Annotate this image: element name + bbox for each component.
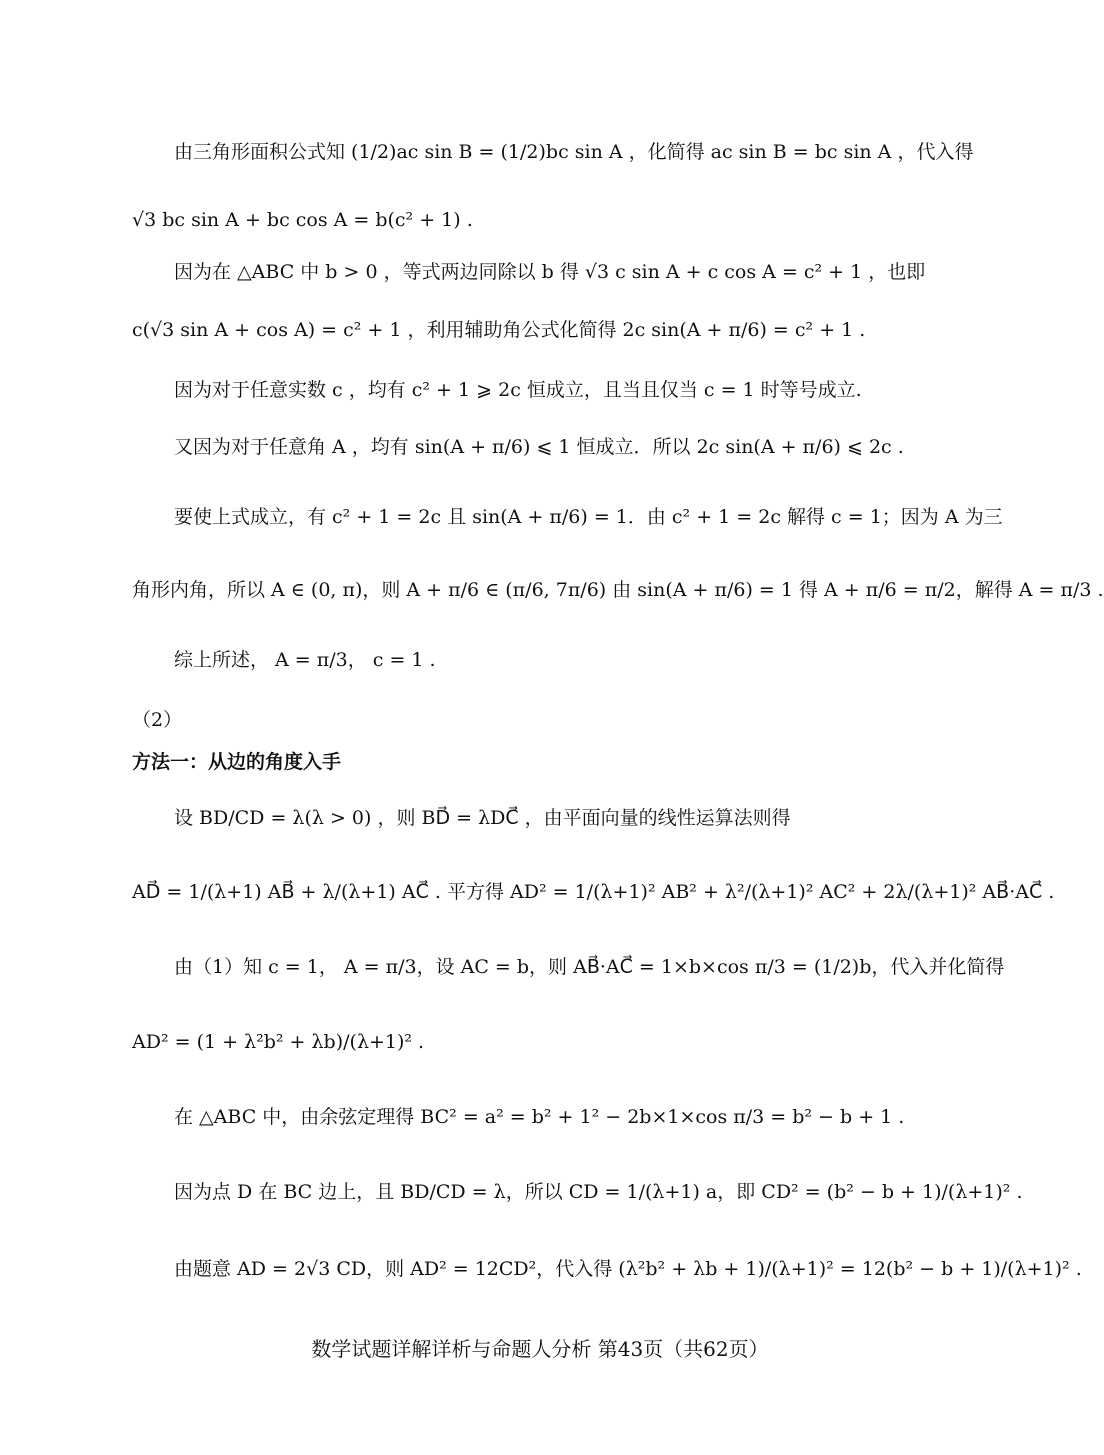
text-line-7: 要使上式成立，有 c² + 1 = 2c 且 sin(A + π/6) = 1．由 c² + 1 = 2c 解得 c = 1；因为 A 为三 [174,506,1003,528]
text-line-8: 角形内角，所以 A ∈ (0, π)，则 A + π/6 ∈ (π/6, 7π/6) 由 sin(A + π/6) = 1 得 A + π/6 = π/2，解得 A = π/3 . [132,579,1104,601]
text-line-5: 因为对于任意实数 c ，均有 c² + 1 ⩾ 2c 恒成立，且当且仅当 c = 1 时等号成立. [174,379,862,401]
section-number: （2） [132,709,183,731]
text-line-4: c(√3 sin A + cos A) = c² + 1 ，利用辅助角公式化简得 2c sin(A + π/6) = c² + 1 . [132,319,866,341]
text-line-12: 设 BD/CD = λ(λ > 0) ，则 BD⃗ = λDC⃗ ，由平面向量的线性运算法则得 [174,807,791,829]
text-line-14: 由（1）知 c = 1， A = π/3，设 AC = b，则 AB⃗·AC⃗ = 1×b×cos π/3 = (1/2)b，代入并化简得 [174,956,1005,978]
method-heading: 方法一：从边的角度入手 [132,751,342,773]
text-line-9: 综上所述， A = π/3， c = 1 . [174,649,436,671]
text-line-13: AD⃗ = 1/(λ+1) AB⃗ + λ/(λ+1) AC⃗ . 平方得 AD² = 1/(λ+1)² AB² + λ²/(λ+1)² AC² + 2λ/(λ+1)² AB⃗·AC⃗ . [132,881,1055,903]
text-line-16: 在 △ABC 中，由余弦定理得 BC² = a² = b² + 1² − 2b×1×cos π/3 = b² − b + 1 . [174,1106,905,1128]
text-line-2: √3 bc sin A + bc cos A = b(c² + 1) . [132,209,473,231]
text-line-18: 由题意 AD = 2√3 CD，则 AD² = 12CD²，代入得 (λ²b² + λb + 1)/(λ+1)² = 12(b² − b + 1)/(λ+1)² . [174,1258,1082,1280]
text-line-17: 因为点 D 在 BC 边上，且 BD/CD = λ，所以 CD = 1/(λ+1) a，即 CD² = (b² − b + 1)/(λ+1)² . [174,1181,1023,1203]
text-line-1: 由三角形面积公式知 (1/2)ac sin B = (1/2)bc sin A ，化简得 ac sin B = bc sin A ，代入得 [174,141,974,163]
text-line-15: AD² = (1 + λ²b² + λb)/(λ+1)² . [132,1031,425,1053]
text-line-6: 又因为对于任意角 A ，均有 sin(A + π/6) ⩽ 1 恒成立．所以 2c sin(A + π/6) ⩽ 2c . [174,436,904,458]
page-footer: 数学试题详解详析与命题人分析 第43页（共62页） [311,1337,769,1361]
text-line-3: 因为在 △ABC 中 b > 0 ，等式两边同除以 b 得 √3 c sin A + c cos A = c² + 1 ，也即 [174,261,926,283]
